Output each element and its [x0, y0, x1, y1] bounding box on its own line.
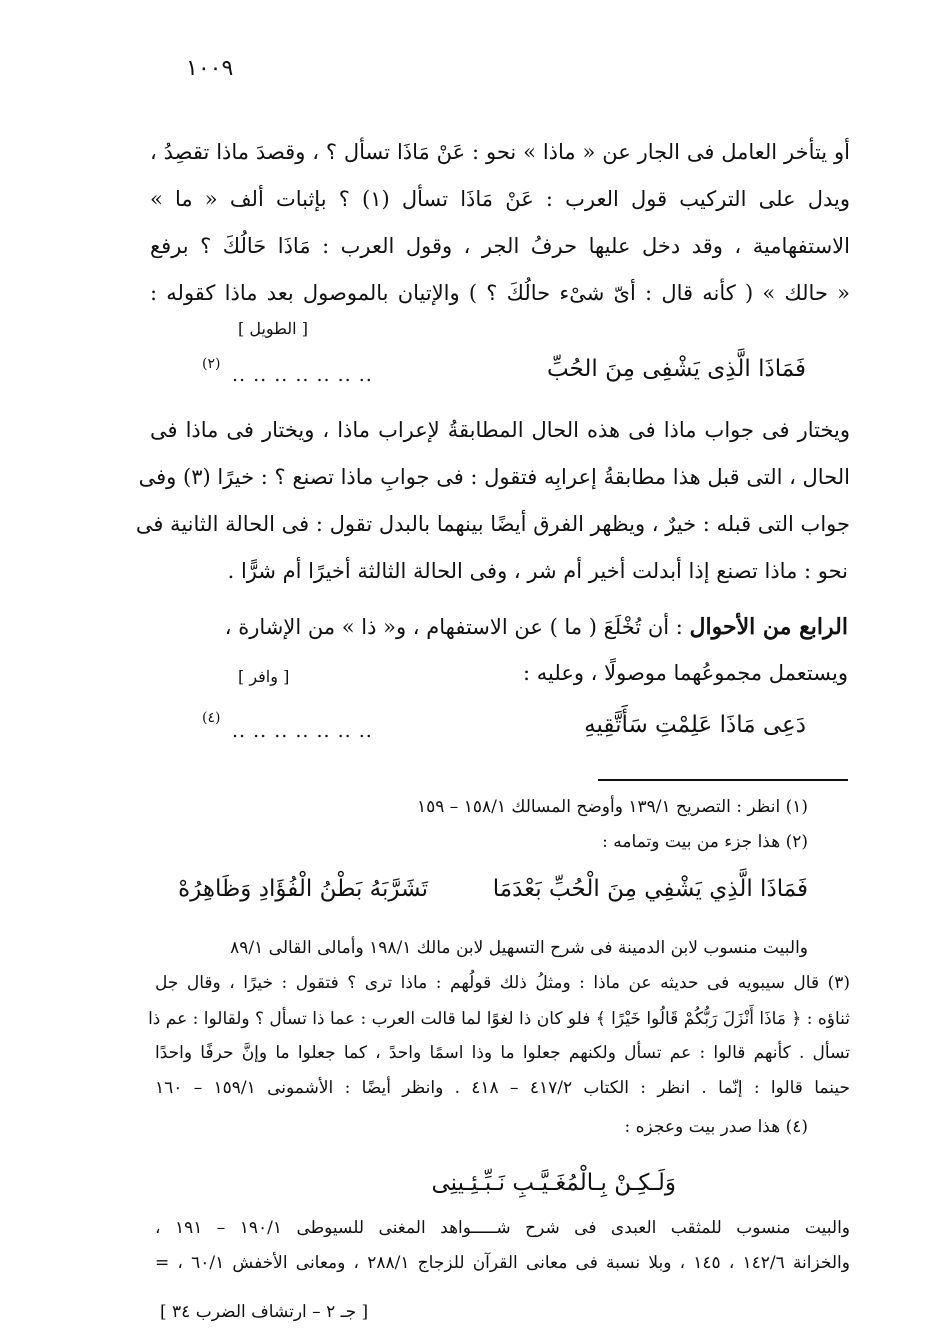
footnote-3-line-4: حينما قالوا : إنّما . انظر : الكتاب ٤١٧/٢ – ٤١٨ . وانظر أيضًا : الأشمونى ١٥٩/١ – ١٦٠	[155, 1078, 851, 1098]
body-line-10: ويستعمل مجموعُهما موصولًا ، وعليه :	[523, 661, 848, 685]
verse-2-ellipsis: .. .. .. .. .. .. ..	[232, 720, 373, 742]
section-heading: الرابع من الأحوال	[689, 614, 848, 640]
body-line-5: ويختار فى جواب ماذا فى هذه الحال المطابقةُ لإعراب ماذا ، ويختار فى ماذا فى	[150, 418, 850, 442]
signature-mark: [ جـ ٢ – ارتشاف الضرب ٣٤ ]	[160, 1302, 369, 1322]
footnote-3-line-2: ثناؤه : ﴿ مَاذَا أَنْزَلَ رَبُّكُمْ قَالُوا خَيْرًا ﴾ فلو كان ذا لغوًا لما قالت العرب : عما ذا تسأل ؟ ولقالوا : عم ذا	[148, 1009, 850, 1029]
verse-1: فَمَاذَا الَّذِى يَشْفِى مِنَ الحُبِّ	[546, 356, 806, 382]
footnote-4: (٤) هذا صدر بيت وعجزه :	[624, 1117, 808, 1137]
footnote-2: (٢) هذا جزء من بيت وتمامه :	[602, 832, 808, 852]
footnote-2-verse-second-hemistich: تَشَرَّبَهُ بَطْنُ الْفُؤَادِ وَظَاهِرُهْ	[178, 876, 428, 902]
page-number: ١٠٠٩	[186, 56, 234, 81]
footnote-4-verse: وَلَـكِـنْ بِـالْمُغَـيَّـبِ نَـبِّـئِـينِى	[431, 1170, 676, 1196]
verse-2: دَعِى مَاذَا عَلِمْتِ سَأَتَّقِيهِ	[584, 712, 806, 738]
body-line-9-rest: : أن تُخْلَعَ ( ما ) عن الاستفهام ، و« ذا » من الإشارة ،	[224, 615, 683, 639]
footnote-4-source-line-1: والبيت منسوب للمثقب العبدى فى شرح شـــــواهد المغنى للسيوطى ١٩٠/١ – ١٩١ ،	[155, 1218, 850, 1238]
footnote-3-line-3: تسأل . كأنهم قالوا : عم تسأل ولكنهم جعلوا ما وذا اسمًا واحدً ، كما جعلوا ما وإنَّ حرفًا واحدًا	[155, 1043, 850, 1063]
body-line-7: جواب التى قبله : خيرٌ ، ويظهر الفرق أيضًا بينهما بالبدل تقول : فى الحالة الثانية فى	[135, 512, 850, 536]
body-line-9	[225, 614, 848, 640]
footnote-2-source: والبيت منسوب لابن الدمينة فى شرح التسهيل لابن مالك ١٩٨/١ وأمالى القالى ٨٩/١	[230, 938, 808, 958]
body-line-2: ويدل على التركيب قول العرب : عَنْ مَاذَا تسأل (١) ؟ بإثبات ألف « ما »	[150, 187, 850, 211]
footnote-2-verse-first-hemistich: فَمَاذَا الَّذِي يَشْفِي مِنَ الْحُبِّ بَعْدَمَا	[492, 876, 808, 902]
meter-label-tawil: [ الطويل ]	[238, 319, 308, 338]
body-line-3: الاستفهامية ، وقد دخل عليها حرفُ الجر ، وقول العرب : مَاذَا حَالُكَ ؟ برفع	[150, 234, 850, 258]
meter-label-wafir: [ وافر ]	[238, 667, 290, 686]
verse-1-ellipsis: .. .. .. .. .. .. ..	[232, 364, 373, 386]
body-line-1: أو يتأخر العامل فى الجار عن « ماذا » نحو : عَنْ مَاذَا تسأل ؟ ، وقصدَ ماذا تقصِدُ ،	[150, 140, 850, 164]
footnote-1: (١) انظر : التصريح ١٣٩/١ وأوضح المسالك ١٥٨/١ – ١٥٩	[416, 797, 808, 817]
body-line-8: نحو : ماذا تصنع إذا أبدلت أخير أم شر ، وفى الحالة الثالثة أخيرًا أم شرًّا .	[227, 559, 848, 583]
body-line-4: « حالك » ( كأنه قال : أىّ شىْء حالُكَ ؟ ) والإتيان بالموصول بعد ماذا كقوله :	[150, 281, 850, 305]
footnote-ref-2: (٢)	[202, 356, 221, 372]
footnote-separator	[598, 779, 848, 781]
footnote-3-line-1: (٣) قال سيبويه فى حديثه عن ماذا : ومثلُ ذلك قولُهم : ماذا ترى ؟ فتقول : خيرًا ، وقال جل	[155, 973, 850, 993]
footnote-ref-4: (٤)	[202, 710, 221, 726]
footnote-4-source-line-2: والخزانة ١٤٢/٦ ، ١٤٥ ، وبلا نسبة فى معانى القرآن للزجاج ٢٨٨/١ ، ومعانى الأخفش ٦٠/١ ، =	[155, 1253, 850, 1273]
body-line-6: الحال ، التى قبل هذا مطابقةُ إعرابِه فتقول : فى جوابِ ماذا تصنع ؟ : خيرًا (٣) وفى	[138, 465, 850, 489]
